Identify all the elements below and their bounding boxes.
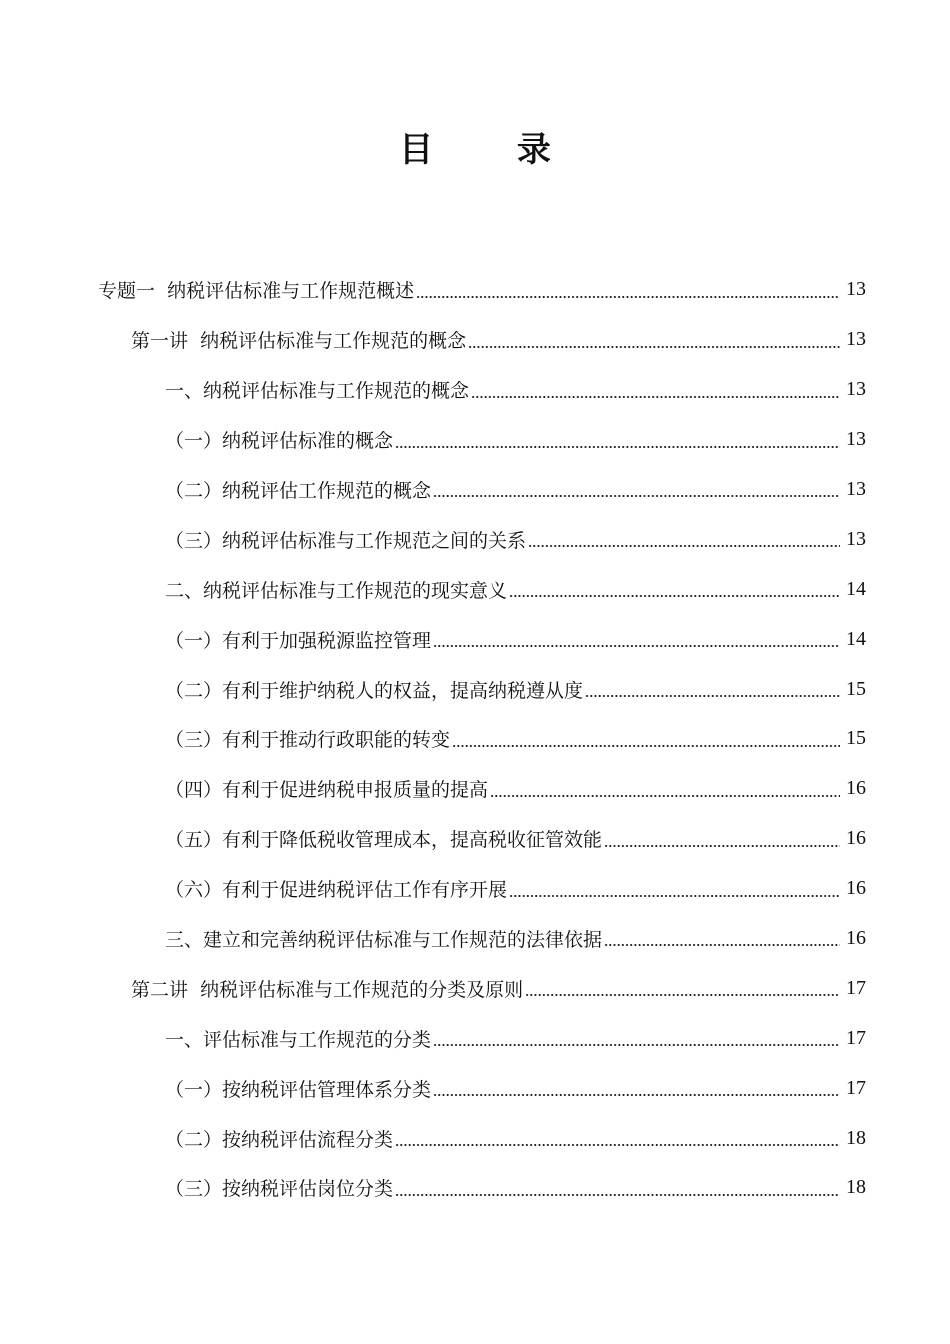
toc-entry-text: （二）纳税评估工作规范的概念 <box>165 480 432 502</box>
dot-leader <box>395 1178 840 1197</box>
toc-entry-text: （三）纳税评估标准与工作规范之间的关系 <box>165 529 527 552</box>
toc-entry-text: 三、建立和完善纳税评估标准与工作规范的法律依据 <box>165 929 603 952</box>
dot-leader <box>490 779 840 798</box>
toc-entry-text: 一、评估标准与工作规范的分类 <box>165 1028 432 1051</box>
toc-page-number: 15 <box>846 677 866 700</box>
dot-leader <box>525 978 840 997</box>
toc-entry[interactable] <box>0 614 950 664</box>
dot-leader <box>528 529 840 548</box>
toc-entry[interactable] <box>0 315 950 365</box>
dot-leader <box>433 1028 840 1047</box>
dot-leader <box>509 879 840 898</box>
toc-entry-text: （六）有利于促进纳税评估工作有序开展 <box>165 879 508 902</box>
dot-leader <box>433 479 840 498</box>
toc-entry[interactable] <box>0 864 950 914</box>
toc-entry[interactable] <box>0 1163 950 1213</box>
toc-entry-text: （三）有利于推动行政职能的转变 <box>165 729 451 752</box>
dot-leader <box>395 1128 840 1147</box>
toc-page-number: 16 <box>846 877 866 900</box>
dot-leader <box>452 729 840 748</box>
dot-leader <box>585 679 840 698</box>
toc-page-number: 13 <box>846 278 866 301</box>
toc-page-number: 13 <box>846 428 866 451</box>
toc-entry-text: 一、纳税评估标准与工作规范的概念 <box>165 380 470 403</box>
toc-entry[interactable] <box>0 963 950 1013</box>
table-of-contents <box>0 265 950 1213</box>
page-title: 目 录 <box>399 130 587 170</box>
dot-leader <box>416 280 840 299</box>
toc-page-number: 18 <box>846 1126 866 1149</box>
dot-leader <box>468 330 840 349</box>
toc-entry-text: （二）有利于维护纳税人的权益，提高纳税遵从度 <box>165 679 584 702</box>
toc-page-number: 13 <box>846 378 866 401</box>
dot-leader <box>604 829 840 848</box>
toc-page-number: 13 <box>846 478 866 500</box>
toc-entry[interactable] <box>0 265 950 315</box>
toc-entry-text: （五）有利于降低税收管理成本，提高税收征管效能 <box>165 829 603 852</box>
dot-leader <box>604 928 840 947</box>
toc-page-number: 13 <box>846 527 866 550</box>
toc-entry[interactable] <box>0 365 950 415</box>
toc-page-number: 16 <box>846 927 866 950</box>
toc-page-number: 17 <box>846 1026 866 1049</box>
toc-entry-text: 二、纳税评估标准与工作规范的现实意义 <box>165 579 508 602</box>
toc-entry-text: （三）按纳税评估岗位分类 <box>165 1178 394 1201</box>
dot-leader <box>509 579 840 598</box>
dot-leader <box>395 430 840 449</box>
toc-entry[interactable] <box>0 664 950 714</box>
toc-entry[interactable] <box>0 514 950 564</box>
toc-entry[interactable] <box>0 1013 950 1063</box>
toc-page-number: 17 <box>846 976 866 999</box>
toc-entry[interactable] <box>0 1113 950 1163</box>
toc-entry[interactable] <box>0 415 950 465</box>
toc-entry[interactable] <box>0 564 950 614</box>
toc-entry-text: 第二讲 纳税评估标准与工作规范的分类及原则 <box>131 978 524 1001</box>
toc-page-number: 14 <box>846 627 866 650</box>
toc-entry-text: （四）有利于促进纳税申报质量的提高 <box>165 779 489 802</box>
toc-entry-text: （一）按纳税评估管理体系分类 <box>165 1078 432 1101</box>
toc-page-number: 17 <box>846 1076 866 1099</box>
toc-entry-text: 第一讲 纳税评估标准与工作规范的概念 <box>131 330 467 353</box>
toc-entry[interactable] <box>0 465 950 515</box>
toc-entry[interactable] <box>0 714 950 764</box>
toc-page-number: 16 <box>846 827 866 850</box>
toc-page-number: 16 <box>846 777 866 800</box>
toc-page-number: 13 <box>846 328 866 351</box>
toc-page-number: 15 <box>846 727 866 750</box>
dot-leader <box>433 1078 840 1097</box>
dot-leader <box>471 380 840 399</box>
toc-page-number: 14 <box>846 577 866 600</box>
dot-leader <box>433 629 840 648</box>
toc-entry[interactable] <box>0 814 950 864</box>
toc-entry[interactable] <box>0 1063 950 1113</box>
toc-entry[interactable] <box>0 764 950 814</box>
toc-entry-text: （一）纳税评估标准的概念 <box>165 430 394 453</box>
toc-page-number: 18 <box>846 1176 866 1199</box>
toc-entry[interactable] <box>0 914 950 964</box>
toc-entry-text: （一）有利于加强税源监控管理 <box>165 629 432 652</box>
toc-entry-text: （二）按纳税评估流程分类 <box>165 1128 394 1151</box>
toc-entry-text: 专题一 纳税评估标准与工作规范概述 <box>98 280 415 303</box>
